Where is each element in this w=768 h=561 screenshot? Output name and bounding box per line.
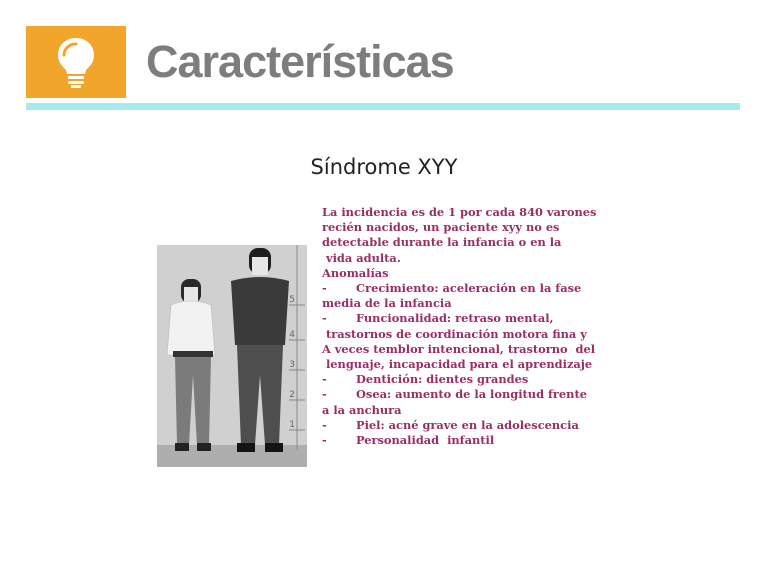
list-item: - Piel: acné grave en la adolescencia — [322, 417, 579, 432]
scale-mark-label: 2 — [289, 390, 295, 400]
list-item-continuation: trastornos de coordinación motora fina y — [322, 326, 587, 341]
list-item-continuation: media de la infancia — [322, 296, 452, 311]
scale-mark-label: 1 — [289, 420, 295, 430]
slide-subtitle: Síndrome XYY — [310, 155, 458, 179]
list-item-continuation: a la anchura — [322, 402, 402, 417]
list-item: - Dentición: dientes grandes — [322, 372, 529, 387]
scale-mark-label: 3 — [289, 360, 295, 370]
list-item-continuation: A veces temblor intencional, trastorno del — [322, 341, 596, 356]
description-text — [322, 205, 622, 448]
scale-mark-label: 5 — [289, 295, 295, 305]
list-item: - Funcionalidad: retraso mental, — [322, 311, 554, 326]
intro-line: La incidencia es de 1 por cada 840 varones — [322, 205, 597, 219]
anomalies-heading: Anomalías — [322, 265, 389, 280]
list-item: - Osea: aumento de la longitud frente — [322, 387, 587, 402]
intro-line: vida adulta. — [322, 250, 401, 265]
list-item-continuation: lenguaje, incapacidad para el aprendizaje — [322, 357, 593, 372]
intro-line: recién nacidos, un paciente xyy no es — [322, 220, 560, 235]
page-title: Características — [146, 36, 454, 87]
header-icon-box — [26, 26, 126, 98]
header-divider — [26, 103, 740, 110]
list-item: - Personalidad infantil — [322, 433, 495, 448]
patient-photo — [157, 245, 307, 467]
scale-mark-label: 4 — [289, 330, 295, 340]
intro-line: detectable durante la infancia o en la — [322, 235, 562, 250]
lightbulb-icon — [56, 36, 96, 88]
list-item: - Crecimiento: aceleración en la fase — [322, 281, 582, 296]
